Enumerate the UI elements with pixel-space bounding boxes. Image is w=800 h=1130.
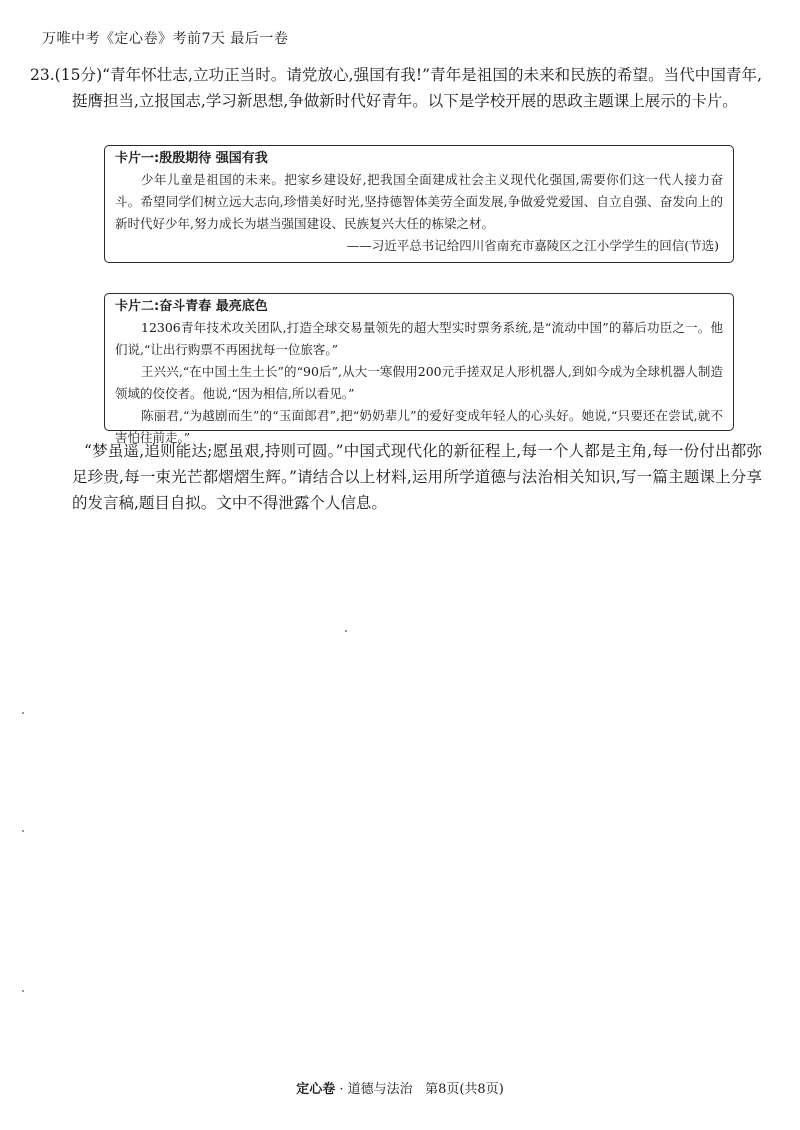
scan-speck bbox=[22, 712, 24, 714]
scan-speck bbox=[22, 830, 24, 832]
card-two-title: 卡片二:奋斗青春 最亮底色 bbox=[115, 299, 268, 314]
page-header: 万唯中考《定心卷》考前7天 最后一卷 bbox=[42, 31, 289, 47]
scan-speck bbox=[22, 990, 24, 992]
closing-prompt: “梦虽遥,追则能达;愿虽艰,持则可圆。”中国式现代化的新征程上,每一个人都是主角,每一份付出都弥足珍贵,每一束光芒都熠熠生辉。”请结合以上材料,运用所学道德与法治相关知识,写一篇主题课上分享的发言稿,题目自拟。文中不得泄露个人信息。 bbox=[72, 442, 762, 512]
card-one-title: 卡片一:殷殷期待 强国有我 bbox=[115, 151, 268, 166]
footer-subject: 道德与法治 bbox=[347, 1082, 413, 1097]
footer-separator: · bbox=[339, 1082, 344, 1097]
card-one-source: ——习近平总书记给四川省南充市嘉陵区之江小学学生的回信(节选) bbox=[346, 238, 719, 253]
scan-speck bbox=[345, 630, 347, 632]
question-number: 23. bbox=[30, 66, 55, 84]
card-two bbox=[104, 293, 734, 445]
card-two-paragraph: 王兴兴,“在中国土生土长”的“90后”,从大一寒假用200元手搓双足人形机器人,到如今成为全球机器人制造领域的佼佼者。他说,“因为相信,所以看见。” bbox=[115, 364, 723, 401]
question-stem bbox=[30, 62, 762, 114]
question-stem-text: (15分)“青年怀壮志,立功正当时。请党放心,强国有我!”青年是祖国的未来和民族的希望。当代中国青年,挺膺担当,立报国志,学习新思想,争做新时代好青年。以下是学校开展的思政主题课上展示的卡片。 bbox=[54, 66, 762, 110]
card-two-paragraph: 12306青年技术攻关团队,打造全球交易量领先的超大型实时票务系统,是“流动中国”的幕后功臣之一。他们说,“让出行购票不再困扰每一位旅客。” bbox=[115, 320, 723, 357]
card-two-paragraph: 陈丽君,“为越剧而生”的“玉面郎君”,把“奶奶辈儿”的爱好变成年轻人的心头好。她说,“只要还在尝试,就不害怕往前走。” bbox=[115, 408, 723, 445]
footer-page-number: 第8页(共8页) bbox=[425, 1082, 504, 1097]
card-one bbox=[104, 145, 734, 263]
footer-brand: 定心卷 bbox=[296, 1082, 336, 1097]
page-footer bbox=[0, 1078, 800, 1097]
card-one-body: 少年儿童是祖国的未来。把家乡建设好,把我国全面建成社会主义现代化强国,需要你们这一代人接力奋斗。希望同学们树立远大志向,珍惜美好时光,坚持德智体美劳全面发展,争做爱党爱国、自立自强、奋发向上的新时代好少年,努力成长为堪当强国建设、民族复兴大任的栋梁之材。 bbox=[115, 172, 723, 231]
